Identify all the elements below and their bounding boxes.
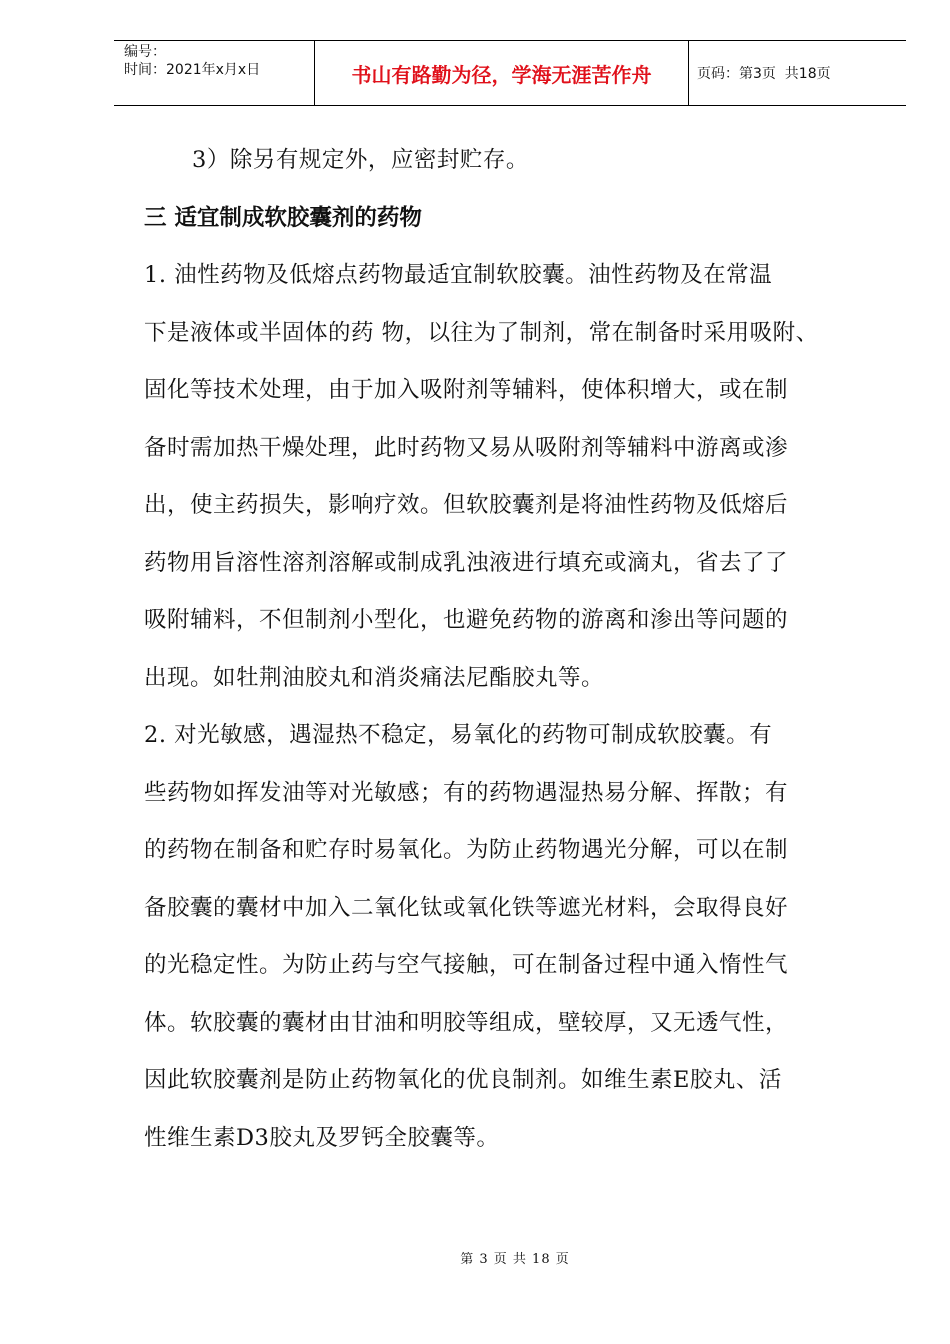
header-page-cell: [689, 41, 906, 105]
paragraph-line: 药物用旨溶性溶剂溶解或制成乳浊液进行填充或滴丸，省去了了: [144, 549, 789, 576]
header-motto-cell: [315, 41, 689, 105]
paragraph-line: 出现。如牡荆油胶丸和消炎痛法尼酯胶丸等。: [144, 664, 605, 691]
paragraph-line: 2. 对光敏感，遇湿热不稳定，易氧化的药物可制成软胶囊。有: [144, 722, 773, 748]
page-footer: 第 3 页 共 18 页: [460, 1252, 570, 1267]
section-heading: 三 适宜制成软胶囊剂的药物: [144, 204, 422, 231]
serial-number-label: 编号：: [124, 44, 166, 60]
motto-text: 书山有路勤为径，学海无涯苦作舟: [351, 62, 652, 87]
paragraph-line: 吸附辅料，不但制剂小型化，也避免药物的游离和渗出等问题的: [144, 607, 789, 633]
paragraph-line: 的药物在制备和贮存时易氧化。为防止药物遇光分解，可以在制: [144, 837, 789, 863]
paragraph-line: 出，使主药损失，影响疗效。但软胶囊剂是将油性药物及低熔后: [144, 492, 789, 518]
paragraph-line: 备胶囊的囊材中加入二氧化钛或氧化铁等遮光材料，会取得良好: [144, 894, 789, 921]
header-meta-cell: [114, 41, 315, 105]
paragraph-1: [144, 247, 884, 707]
document-body: [144, 132, 884, 1167]
paragraph-line: 因此软胶囊剂是防止药物氧化的优良制剂。如维生素E胶丸、活: [144, 1067, 782, 1093]
paragraph-line: 备时需加热干燥处理，此时药物又易从吸附剂等辅料中游离或渗: [144, 434, 789, 461]
paragraph-line: 些药物如挥发油等对光敏感；有的药物遇湿热易分解、挥散；有: [144, 779, 789, 806]
paragraph-line: 下是液体或半固体的药 物，以往为了制剂，常在制备时采用吸附、: [144, 319, 819, 346]
document-header: [114, 40, 906, 106]
page-info-text: 页码：第3页 共18页: [697, 66, 831, 82]
paragraph-line: 体。软胶囊的囊材由甘油和明胶等组成，壁较厚，又无透气性，: [144, 1009, 789, 1036]
paragraph-line: 的光稳定性。为防止药与空气接触，可在制备过程中通入惰性气: [144, 952, 789, 978]
paragraph-line: 性维生素D3胶丸及罗钙全胶囊等。: [144, 1124, 500, 1151]
sub-item-3: 3）除另有规定外，应密封贮存。: [192, 147, 529, 173]
paragraph-line: 固化等技术处理，由于加入吸附剂等辅料，使体积增大，或在制: [144, 377, 789, 403]
paragraph-line: 1. 油性药物及低熔点药物最适宜制软胶囊。油性药物及在常温: [144, 262, 773, 288]
time-label: 时间：2021年x月x日: [124, 62, 261, 78]
paragraph-2: [144, 707, 884, 1167]
